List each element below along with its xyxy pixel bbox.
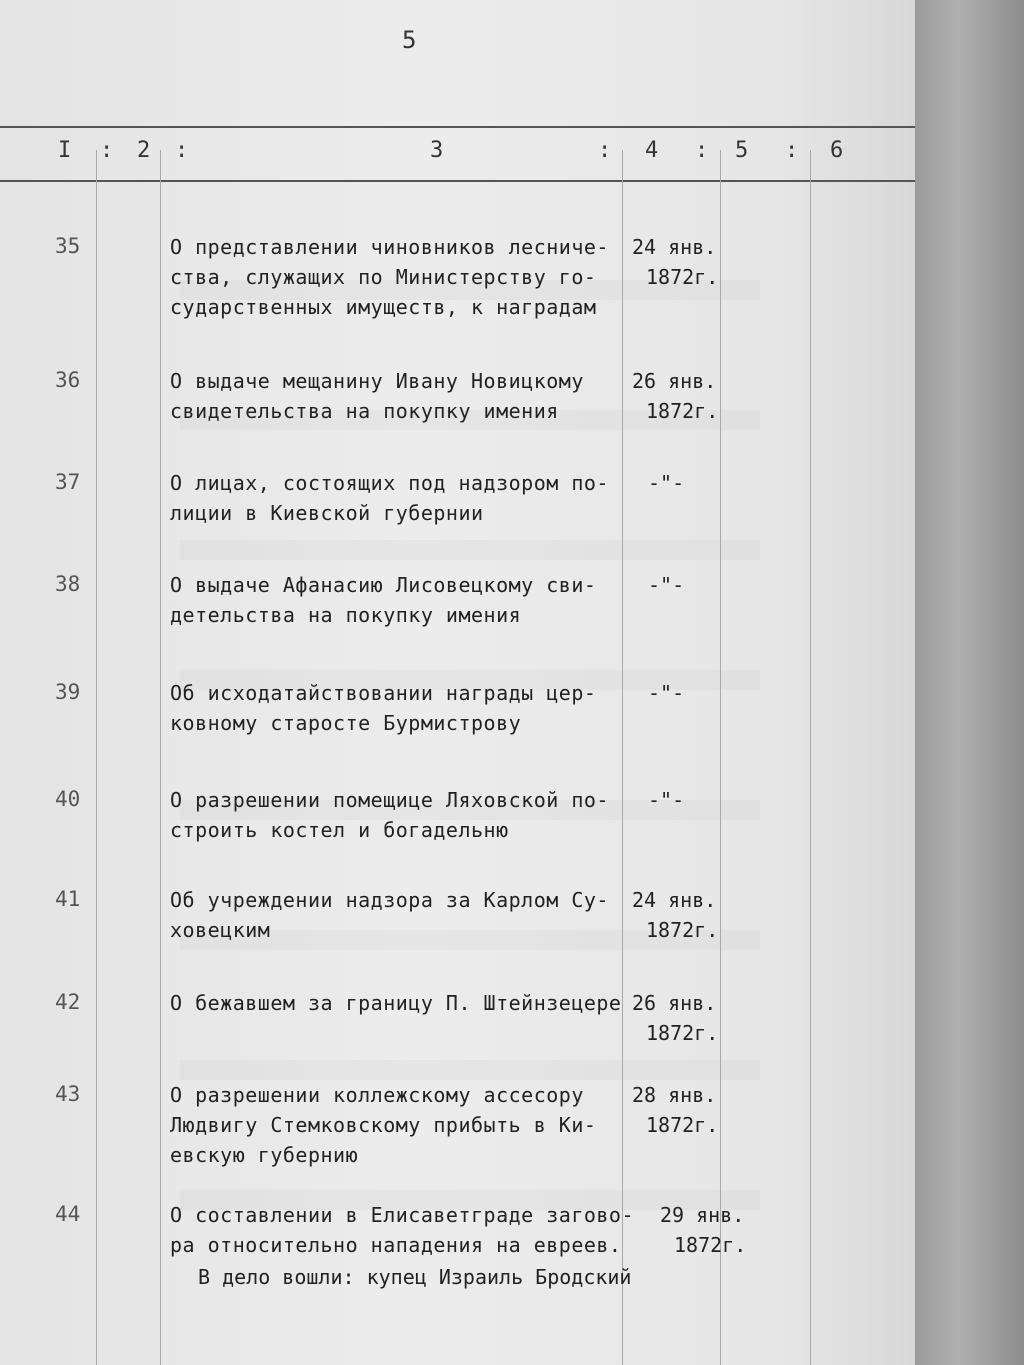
entry-date bbox=[648, 570, 768, 600]
column-separator: : bbox=[175, 138, 189, 163]
entry-date bbox=[632, 885, 752, 945]
page-number: 5 bbox=[402, 26, 417, 54]
header-bottom-rule bbox=[0, 180, 915, 182]
entry-description-line: строить костел и богадельню bbox=[170, 818, 509, 842]
entry-description bbox=[170, 570, 640, 630]
column-separator: : bbox=[598, 138, 612, 163]
column-number-3: 3 bbox=[430, 138, 444, 163]
entry-description bbox=[170, 678, 640, 738]
entry-number: 42 bbox=[55, 990, 81, 1014]
entry-description bbox=[170, 468, 640, 528]
entry-description-line: ства, служащих по Министерству го- bbox=[170, 265, 597, 289]
entry-date bbox=[632, 366, 752, 426]
entry-date-line: -"- bbox=[648, 573, 685, 597]
entry-number: 40 bbox=[55, 787, 81, 811]
entry-date bbox=[648, 468, 768, 498]
entry-description-line: свидетельства на покупку имения bbox=[170, 399, 559, 423]
entry-date-line: -"- bbox=[648, 681, 685, 705]
entry-date-line: 24 янв. bbox=[632, 888, 717, 912]
entry-number: 41 bbox=[55, 887, 81, 911]
entry-description-line: сударственных имуществ, к наградам bbox=[170, 295, 597, 319]
entry-description-line: О разрешении коллежскому ассесору bbox=[170, 1083, 584, 1107]
entry-number: 39 bbox=[55, 680, 81, 704]
entry-number: 43 bbox=[55, 1082, 81, 1106]
entry-description-line: О разрешении помещице Ляховской по- bbox=[170, 788, 609, 812]
entry-description-line: Об учреждении надзора за Карлом Су- bbox=[170, 888, 609, 912]
entry-description-line: ра относительно нападения на евреев. bbox=[170, 1233, 622, 1257]
column-number-2: 2 bbox=[137, 138, 151, 163]
column-number-6: 6 bbox=[830, 138, 844, 163]
entry-date bbox=[632, 988, 752, 1048]
entry-description-line: евскую губернию bbox=[170, 1143, 359, 1167]
column-separator: : bbox=[695, 138, 709, 163]
entry-description-line: О выдаче Афанасию Лисовецкому сви- bbox=[170, 573, 597, 597]
entry-description bbox=[170, 988, 640, 1018]
entry-description bbox=[170, 232, 640, 322]
entry-description-line: Об исходатайствовании награды цер- bbox=[170, 681, 597, 705]
column-separator: : bbox=[100, 138, 114, 163]
entry-description-line: ховецким bbox=[170, 918, 271, 942]
entry-description-line: О бежавшем за границу П. Штейнзецере bbox=[170, 991, 622, 1015]
entry-description-line: О выдаче мещанину Ивану Новицкому bbox=[170, 369, 584, 393]
entry-description bbox=[170, 785, 640, 845]
entry-description-line: О лицах, состоящих под надзором по- bbox=[170, 471, 609, 495]
entry-description-line: лиции в Киевской губернии bbox=[170, 501, 484, 525]
entry-date-line: 28 янв. bbox=[632, 1083, 717, 1107]
entry-date-line: 1872г. bbox=[646, 399, 719, 423]
entry-description-line: О составлении в Елисаветграде загово- bbox=[170, 1203, 635, 1227]
entry-description bbox=[170, 1200, 640, 1260]
underlying-page-edge bbox=[915, 0, 1024, 1365]
entry-date-line: 1872г. bbox=[646, 1021, 719, 1045]
entry-description-line: детельства на покупку имения bbox=[170, 603, 522, 627]
entry-date-line: 26 янв. bbox=[632, 369, 717, 393]
entry-description-line: О представлении чиновников лесниче- bbox=[170, 235, 609, 259]
entry-date bbox=[648, 678, 768, 708]
entry-date bbox=[632, 1080, 752, 1140]
entry-number: 35 bbox=[55, 234, 81, 258]
entry-note: В дело вошли: купец Израиль Бродский bbox=[198, 1265, 632, 1289]
column-rule bbox=[720, 150, 721, 1365]
entry-date-line: 1872г. bbox=[646, 1113, 719, 1137]
entry-description-line: ковному старосте Бурмистрову bbox=[170, 711, 522, 735]
entry-date-line: 26 янв. bbox=[632, 991, 717, 1015]
entry-date-line: -"- bbox=[648, 471, 685, 495]
column-number-4: 4 bbox=[645, 138, 659, 163]
entry-description bbox=[170, 366, 640, 426]
entry-number: 36 bbox=[55, 368, 81, 392]
column-rule bbox=[96, 150, 97, 1365]
entry-description bbox=[170, 1080, 640, 1170]
entry-number: 38 bbox=[55, 572, 81, 596]
entry-number: 37 bbox=[55, 470, 81, 494]
entry-date-line: 29 янв. bbox=[660, 1203, 745, 1227]
header-top-rule bbox=[0, 126, 915, 128]
entry-description-line: Людвигу Стемковскому прибыть в Ки- bbox=[170, 1113, 597, 1137]
entry-number: 44 bbox=[55, 1202, 81, 1226]
column-rule bbox=[160, 150, 161, 1365]
column-number-1: I bbox=[58, 138, 72, 163]
entry-date-line: 1872г. bbox=[674, 1233, 747, 1257]
column-number-5: 5 bbox=[735, 138, 749, 163]
entry-date bbox=[632, 232, 752, 292]
entry-date-line: 24 янв. bbox=[632, 235, 717, 259]
entry-date-line: 1872г. bbox=[646, 918, 719, 942]
entry-date bbox=[660, 1200, 780, 1260]
entry-date-line: -"- bbox=[648, 788, 685, 812]
entry-description bbox=[170, 885, 640, 945]
column-rule bbox=[622, 150, 623, 1365]
column-separator: : bbox=[785, 138, 799, 163]
entry-date bbox=[648, 785, 768, 815]
column-rule bbox=[810, 150, 811, 1365]
entry-date-line: 1872г. bbox=[646, 265, 719, 289]
